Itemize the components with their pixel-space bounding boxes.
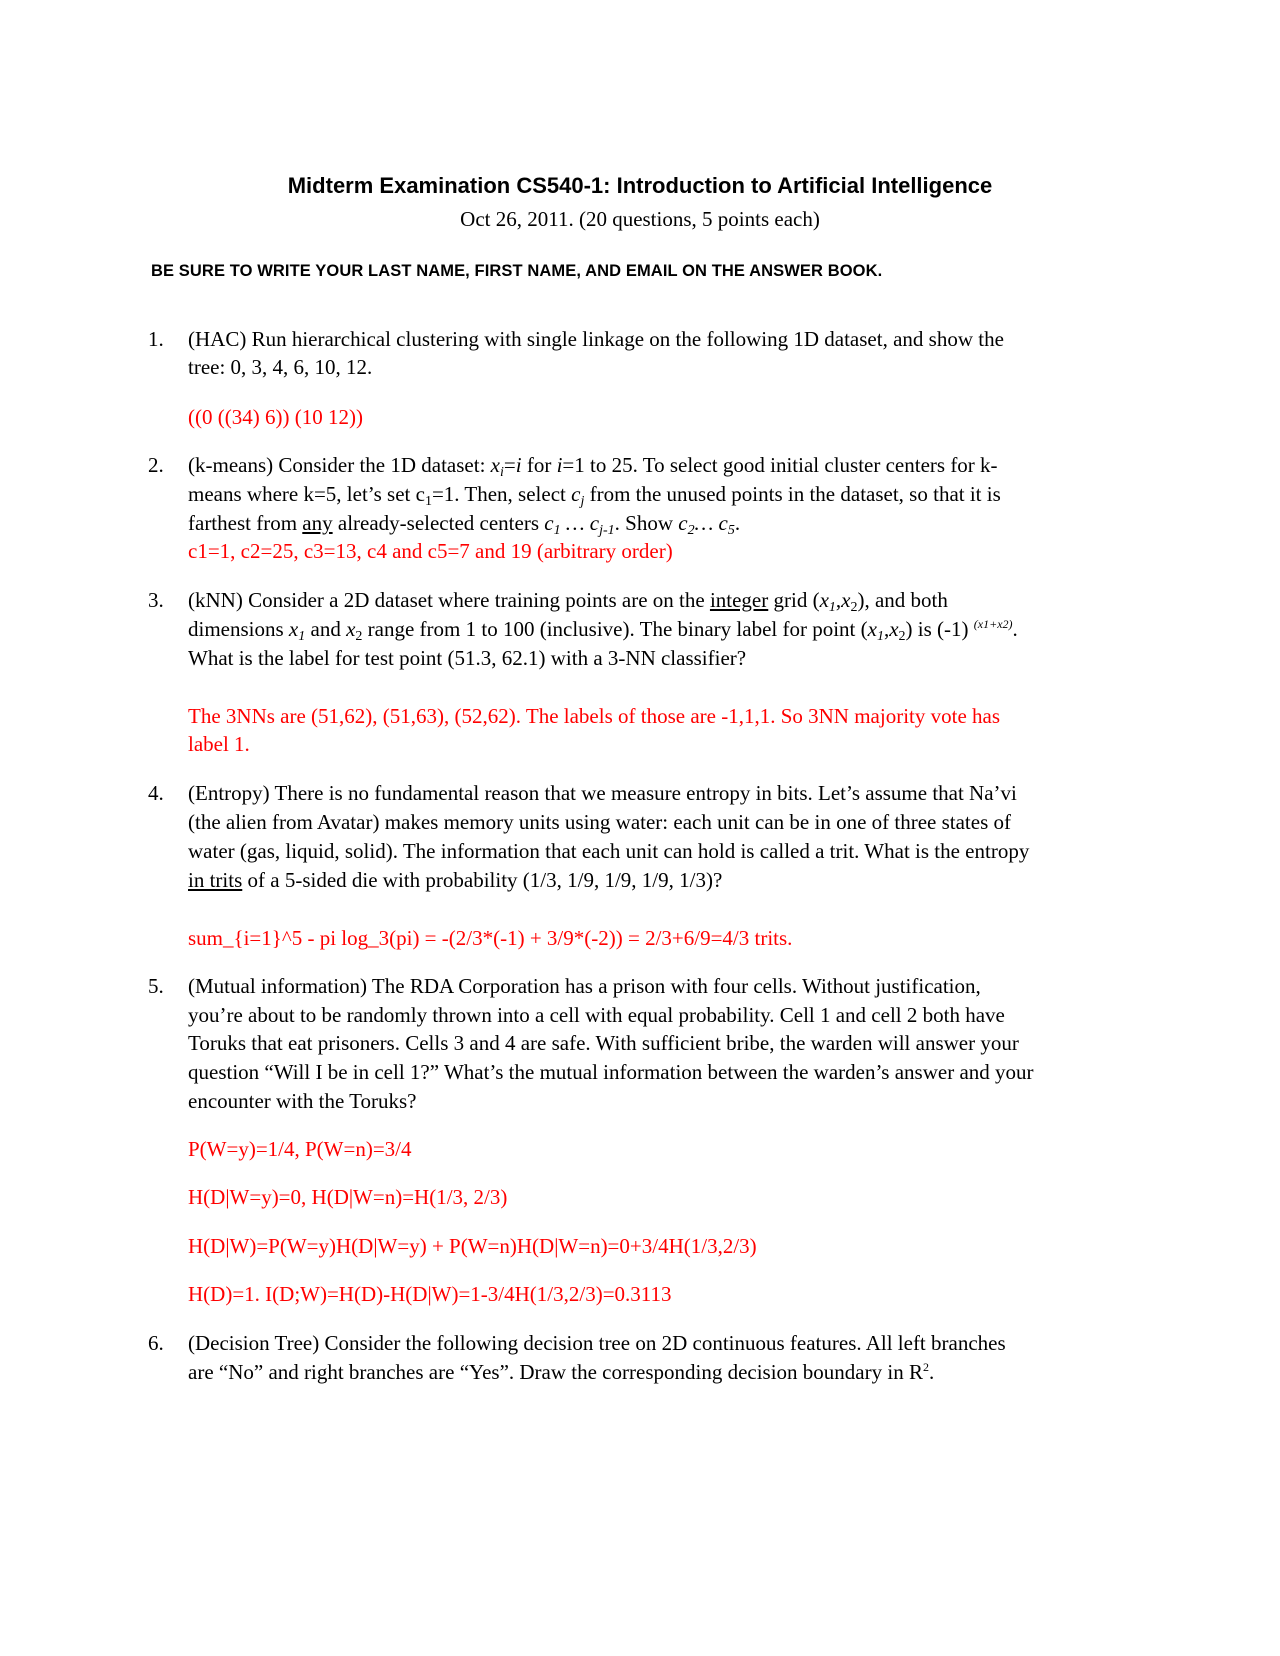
question-text: you’re about to be randomly thrown into a cell with equal probability. Cell 1 and cell 2 both have <box>188 1003 1005 1027</box>
question-text: means where k=5, let’s set $c_1=1$. Then, select $c_j$ from the unused points in the dataset, so that it is <box>188 482 1001 509</box>
question-text: tree: 0, 3, 4, 6, 10, 12. <box>188 355 373 379</box>
question-text: (HAC) Run hierarchical clustering with single linkage on the following 1D dataset, and show the <box>188 327 1004 351</box>
question-text: encounter with the Toruks? <box>188 1089 417 1113</box>
question-number: 5. <box>148 974 164 998</box>
answer-text: H(D|W=y)=0, H(D|W=n)=H(1/3, 2/3) <box>188 1185 508 1209</box>
answer-text: ((0 ((34) 6)) (10 12)) <box>188 405 363 429</box>
question-text: (Entropy) There is no fundamental reason that we measure entropy in bits. Let’s assume that Na’vi <box>188 781 1017 805</box>
question-number: 3. <box>148 588 164 612</box>
question-text: farthest from any already-selected centers $c_1$ … $c_{j-1}$. Show $c_2\dots$ $c_5$. <box>188 511 741 538</box>
question-number: 1. <box>148 327 164 351</box>
answer-text: The 3NNs are (51,62), (51,63), (52,62). The labels of those are -1,1,1. So 3NN majority vote has <box>188 704 1001 728</box>
answer-text: label 1. <box>188 732 250 756</box>
answer-text: H(D|W)=P(W=y)H(D|W=y) + P(W=n)H(D|W=n)=0+3/4H(1/3,2/3) <box>188 1234 757 1258</box>
question-text: in trits of a 5-sided die with probability (1/3, 1/9, 1/9, 1/9, 1/3)? <box>188 868 723 892</box>
answer-text: sum_{i=1}^5 - pi log_3(pi) = -(2/3*(-1) + 3/9*(-2)) = 2/3+6/9=4/3 trits. <box>188 926 793 950</box>
question-text: (k-means) Consider the 1D dataset: $x_i=i$ for i=1 to 25. To select good initial cluster centers for k- <box>188 453 998 480</box>
question-number: 2. <box>148 453 164 477</box>
question-text: (Decision Tree) Consider the following decision tree on 2D continuous features. All left branches <box>188 1331 1006 1355</box>
exam-notice: BE SURE TO WRITE YOUR LAST NAME, FIRST NAME, AND EMAIL ON THE ANSWER BOOK. <box>151 262 883 280</box>
question-number: 6. <box>148 1331 164 1355</box>
answer-text: c1=1, c2=25, c3=13, c4 and c5=7 and 19 (arbitrary order) <box>188 539 673 563</box>
question-text: (the alien from Avatar) makes memory units using water: each unit can be in one of three states of <box>188 810 1011 834</box>
question-text: question “Will I be in cell 1?” What’s the mutual information between the warden’s answer and your <box>188 1060 1034 1084</box>
question-text: water (gas, liquid, solid). The information that each unit can hold is called a trit. What is the entropy <box>188 839 1030 863</box>
question-text: Toruks that eat prisoners. Cells 3 and 4 are safe. With sufficient bribe, the warden will answer your <box>188 1031 1019 1055</box>
answer-text: P(W=y)=1/4, P(W=n)=3/4 <box>188 1137 412 1161</box>
question-number: 4. <box>148 781 164 805</box>
question-text: (Mutual information) The RDA Corporation has a prison with four cells. Without justification, <box>188 974 981 998</box>
question-text: are “No” and right branches are “Yes”. Draw the corresponding decision boundary in $R^2$. <box>188 1360 935 1384</box>
exam-subtitle: Oct 26, 2011. (20 questions, 5 points each) <box>460 207 820 231</box>
answer-text: H(D)=1. I(D;W)=H(D)-H(D|W)=1-3/4H(1/3,2/3)=0.3113 <box>188 1282 672 1306</box>
question-text: What is the label for test point (51.3, 62.1) with a 3-NN classifier? <box>188 646 747 670</box>
question-text: (kNN) Consider a 2D dataset where training points are on the integer grid $(x_1,x_2)$, and both <box>188 588 948 615</box>
exam-title: Midterm Examination CS540-1: Introduction to Artificial Intelligence <box>287 173 993 198</box>
question-text: dimensions $x_1$ and $x_2$ range from 1 to 100 (inclusive). The binary label for point $(x_1,x_2)$ is (-1) $^{(x1+x2)}$. <box>188 617 1018 644</box>
